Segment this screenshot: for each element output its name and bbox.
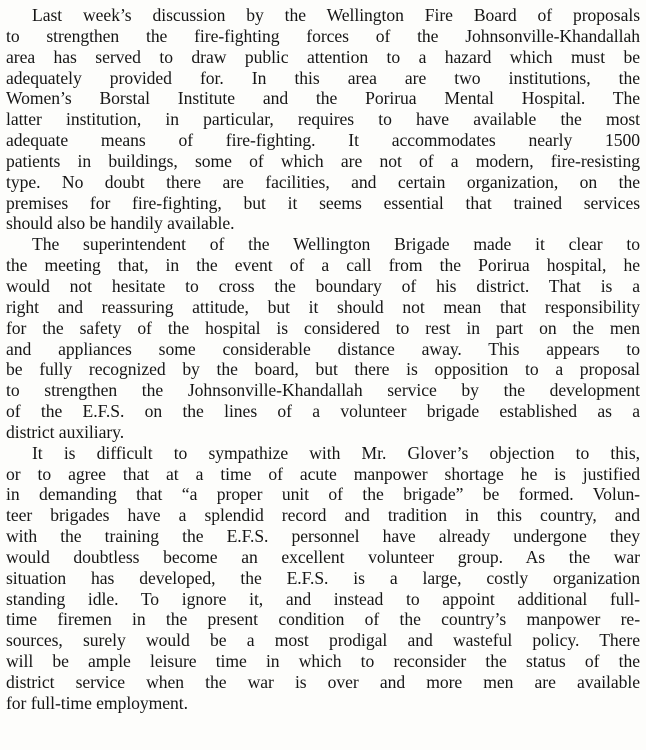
text-line: and appliances some considerable distance away. This appears to [6,338,640,359]
text-line: situation has developed, the E.F.S. is a large, costly organization [6,567,640,588]
text-line: of the E.F.S. on the lines of a volunteer brigade established as a [6,401,640,422]
text-line: right and reassuring attitude, but it should not mean that responsibility [6,296,640,317]
text-line: type. No doubt there are facilities, and certain organization, on the [6,171,640,192]
text-line: district service when the war is over and more men are available [6,672,640,692]
text-line: It is difficult to sympathize with Mr. Glover’s objection to this, [32,442,640,463]
text-line: be fully recognized by the board, but there is opposition to a proposal [6,359,640,380]
text-line: to strengthen the Johnsonville-Khandallah service by the development [6,380,640,401]
text-line: or to agree that at a time of acute manpower shortage he is justified [6,463,640,484]
text-line: premises for fire-fighting, but it seems essential that trained services [6,192,640,213]
text-line: district auxiliary. [6,421,125,442]
text-line: would not hesitate to cross the boundary of his district. That is a [6,275,640,296]
text-line: Last week’s discussion by the Wellington Fire Board of proposals [32,5,640,25]
text-line: for the safety of the hospital is considered to rest in part on the men [6,317,640,338]
text-line: adequately provided for. In this area are two institutions, the [6,67,640,88]
text-line: in demanding that “a proper unit of the brigade” be formed. Volun- [6,484,640,505]
text-line: standing idle. To ignore it, and instead to appoint additional full- [6,588,640,609]
text-line: Women’s Borstal Institute and the Porirua Mental Hospital. The [6,88,640,109]
text-line: patients in buildings, some of which are not of a modern, fire-resisting [6,150,640,171]
text-line: area has served to draw public attention to a hazard which must be [6,46,640,67]
paragraph-brigade-superintendent [6,234,640,442]
text-line: sources, surely would be a most prodigal and wasteful policy. There [6,630,640,651]
text-line: for full-time employment. [6,692,188,713]
text-line: teer brigades have a splendid record and tradition in this country, and [6,505,640,526]
text-line: the meeting that, in the event of a call from the Porirua hospital, he [6,255,640,276]
text-line: The superintendent of the Wellington Brigade made it clear to [32,234,640,255]
text-line: would doubtless become an excellent volunteer group. As the war [6,546,640,567]
paragraph-glover-objection [6,443,640,714]
text-line: latter institution, in particular, requires to have available the most [6,109,640,130]
text-line: should also be handily available. [6,213,235,234]
text-line: will be ample leisure time in which to reconsider the status of the [6,651,640,672]
text-line: with the training the E.F.S. personnel have already undergone they [6,526,640,547]
text-line: adequate means of fire-fighting. It accommodates nearly 1500 [6,130,640,151]
paragraph-fire-board-discussion [6,5,640,234]
text-line: to strengthen the fire-fighting forces of the Johnsonville-Khandallah [6,25,640,46]
text-line: time firemen in the present condition of the country’s manpower re- [6,609,640,630]
